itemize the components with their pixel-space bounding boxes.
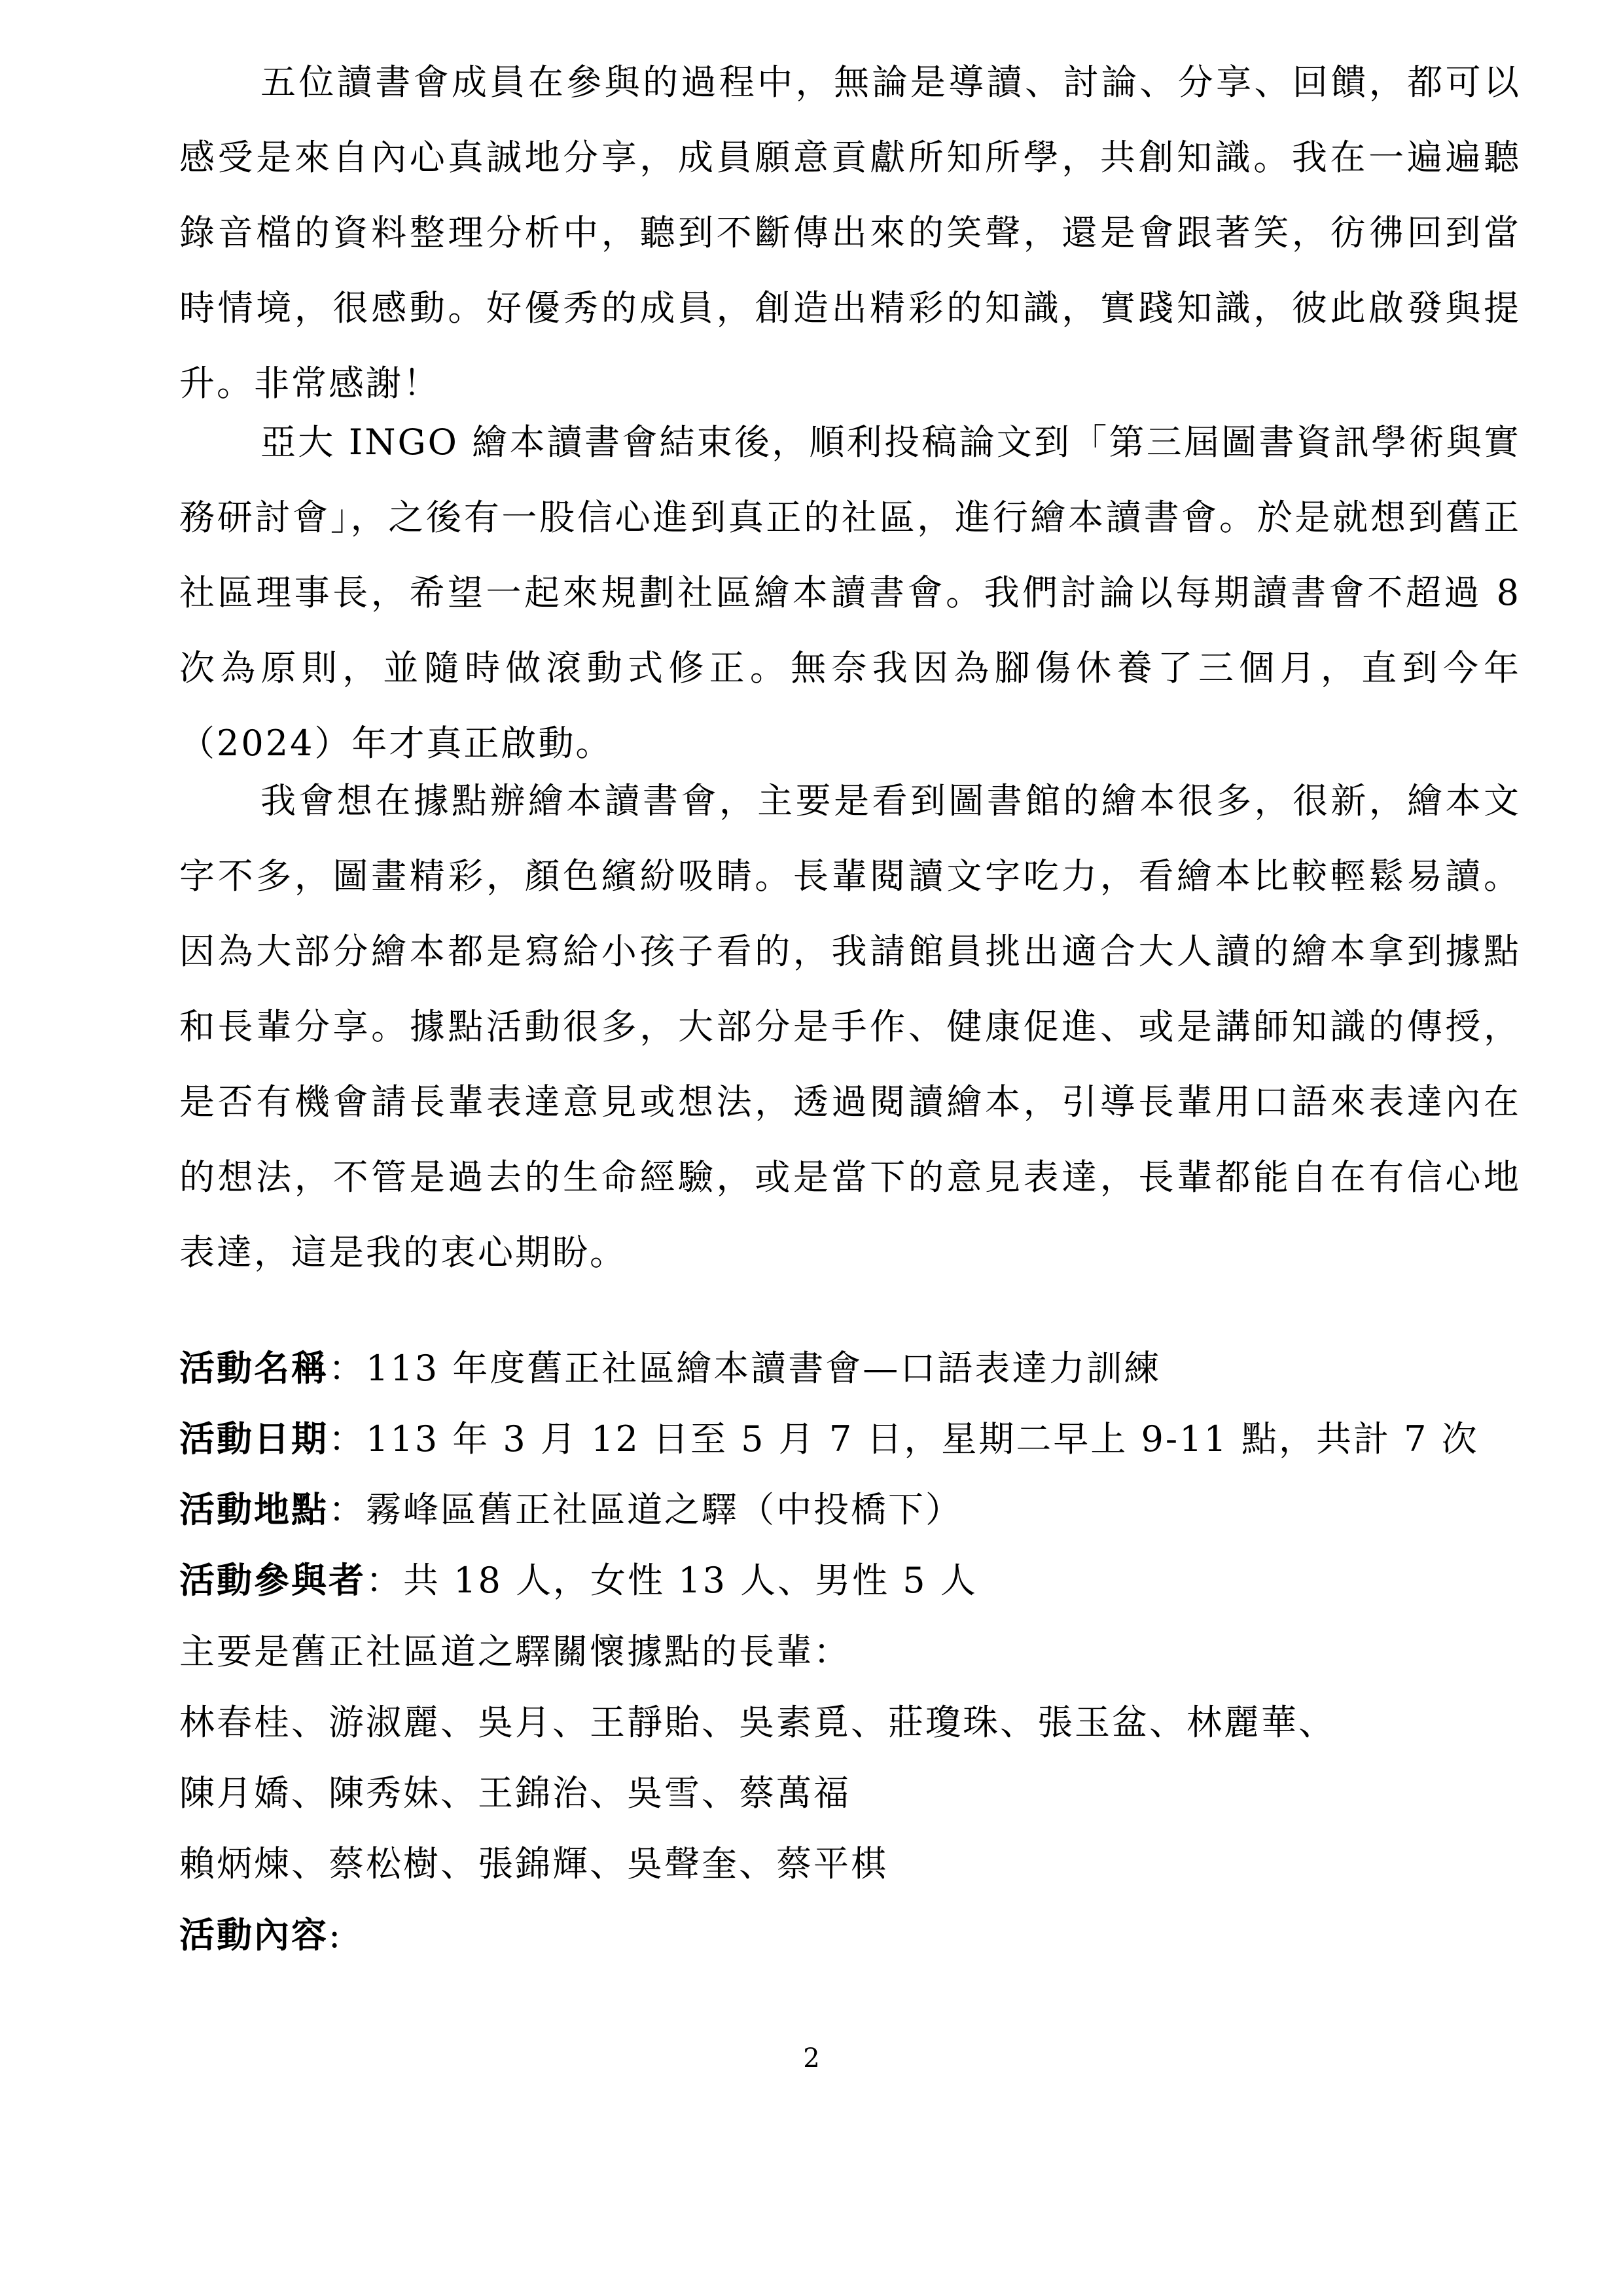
participants-intro: 主要是舊正社區道之驛關懷據點的長輩： xyxy=(179,1631,851,1672)
activity-date-line xyxy=(179,1419,1521,1459)
paragraph-background: 亞大 INGO 繪本讀書會結束後，順利投稿論文到「第三屆圖書資訊學術與實務研討會」，之後有一股信心進到真正的社區，進行繪本讀書會。於是就想到舊正社區理事長，希望一起來規劃社區繪本讀書會。我們討論以每期讀書會不超過 8 次為原則，並隨時做滾動式修正。無奈我因為腳傷休養了三個月，直到今年（2024）年才真正啟動。 xyxy=(179,422,1521,764)
activity-name-label: 活動名稱 xyxy=(179,1347,329,1389)
participant-names-line-2: 陳月嬌、陳秀妹、王錦治、吳雪、蔡萬福 xyxy=(179,1772,851,1814)
activity-content-value: : xyxy=(329,1914,343,1956)
activity-date-value: ：113 年 3 月 12 日至 5 月 7 日，星期二早上 9-11 點，共計 7 次 xyxy=(329,1418,1479,1460)
activity-content-label: 活動內容 xyxy=(179,1914,329,1956)
activity-name-value: ：113 年度舊正社區繪本讀書會—口語表達力訓練 xyxy=(329,1348,1162,1389)
activity-content-line xyxy=(179,1915,1521,1955)
activity-place-line xyxy=(179,1490,1521,1530)
activity-place-value: ：霧峰區舊正社區道之驛（中投橋下） xyxy=(329,1489,963,1530)
participant-names-line-1: 林春桂、游淑麗、吳月、王靜貽、吳素覓、莊瓊珠、張玉盆、林麗華、 xyxy=(179,1702,1336,1743)
activity-participants-line xyxy=(179,1560,1521,1600)
activity-place-label: 活動地點 xyxy=(179,1488,329,1530)
activity-date-label: 活動日期 xyxy=(179,1418,329,1460)
page-number: 2 xyxy=(803,2043,820,2073)
activity-participants-label: 活動參與者 xyxy=(179,1559,366,1601)
activity-participants-value: ：共 18 人，女性 13 人、男性 5 人 xyxy=(366,1560,978,1601)
participant-names-line-3: 賴炳煉、蔡松樹、張錦輝、吳聲奎、蔡平棋 xyxy=(179,1843,888,1884)
activity-name-line xyxy=(179,1348,1521,1388)
paragraph-reflection: 五位讀書會成員在參與的過程中，無論是導讀、討論、分享、回饋，都可以感受是來自內心真誠地分享，成員願意貢獻所知所學，共創知識。我在一遍遍聽錄音檔的資料整理分析中，聽到不斷傳出來的笑聲，還是會跟著笑，彷彿回到當時情境，很感動。好優秀的成員，創造出精彩的知識，實踐知識，彼此啟發與提升。非常感謝！ xyxy=(179,62,1521,404)
paragraph-motivation: 我會想在據點辦繪本讀書會，主要是看到圖書館的繪本很多，很新，繪本文字不多，圖畫精彩，顏色繽紛吸睛。長輩閱讀文字吃力，看繪本比較輕鬆易讀。因為大部分繪本都是寫給小孩子看的，我請館員挑出適合大人讀的繪本拿到據點和長輩分享。據點活動很多，大部分是手作、健康促進、或是講師知識的傳授，是否有機會請長輩表達意見或想法，透過閱讀繪本，引導長輩用口語來表達內在的想法，不管是過去的生命經驗，或是當下的意見表達，長輩都能自在有信心地表達，這是我的衷心期盼。 xyxy=(179,780,1521,1273)
